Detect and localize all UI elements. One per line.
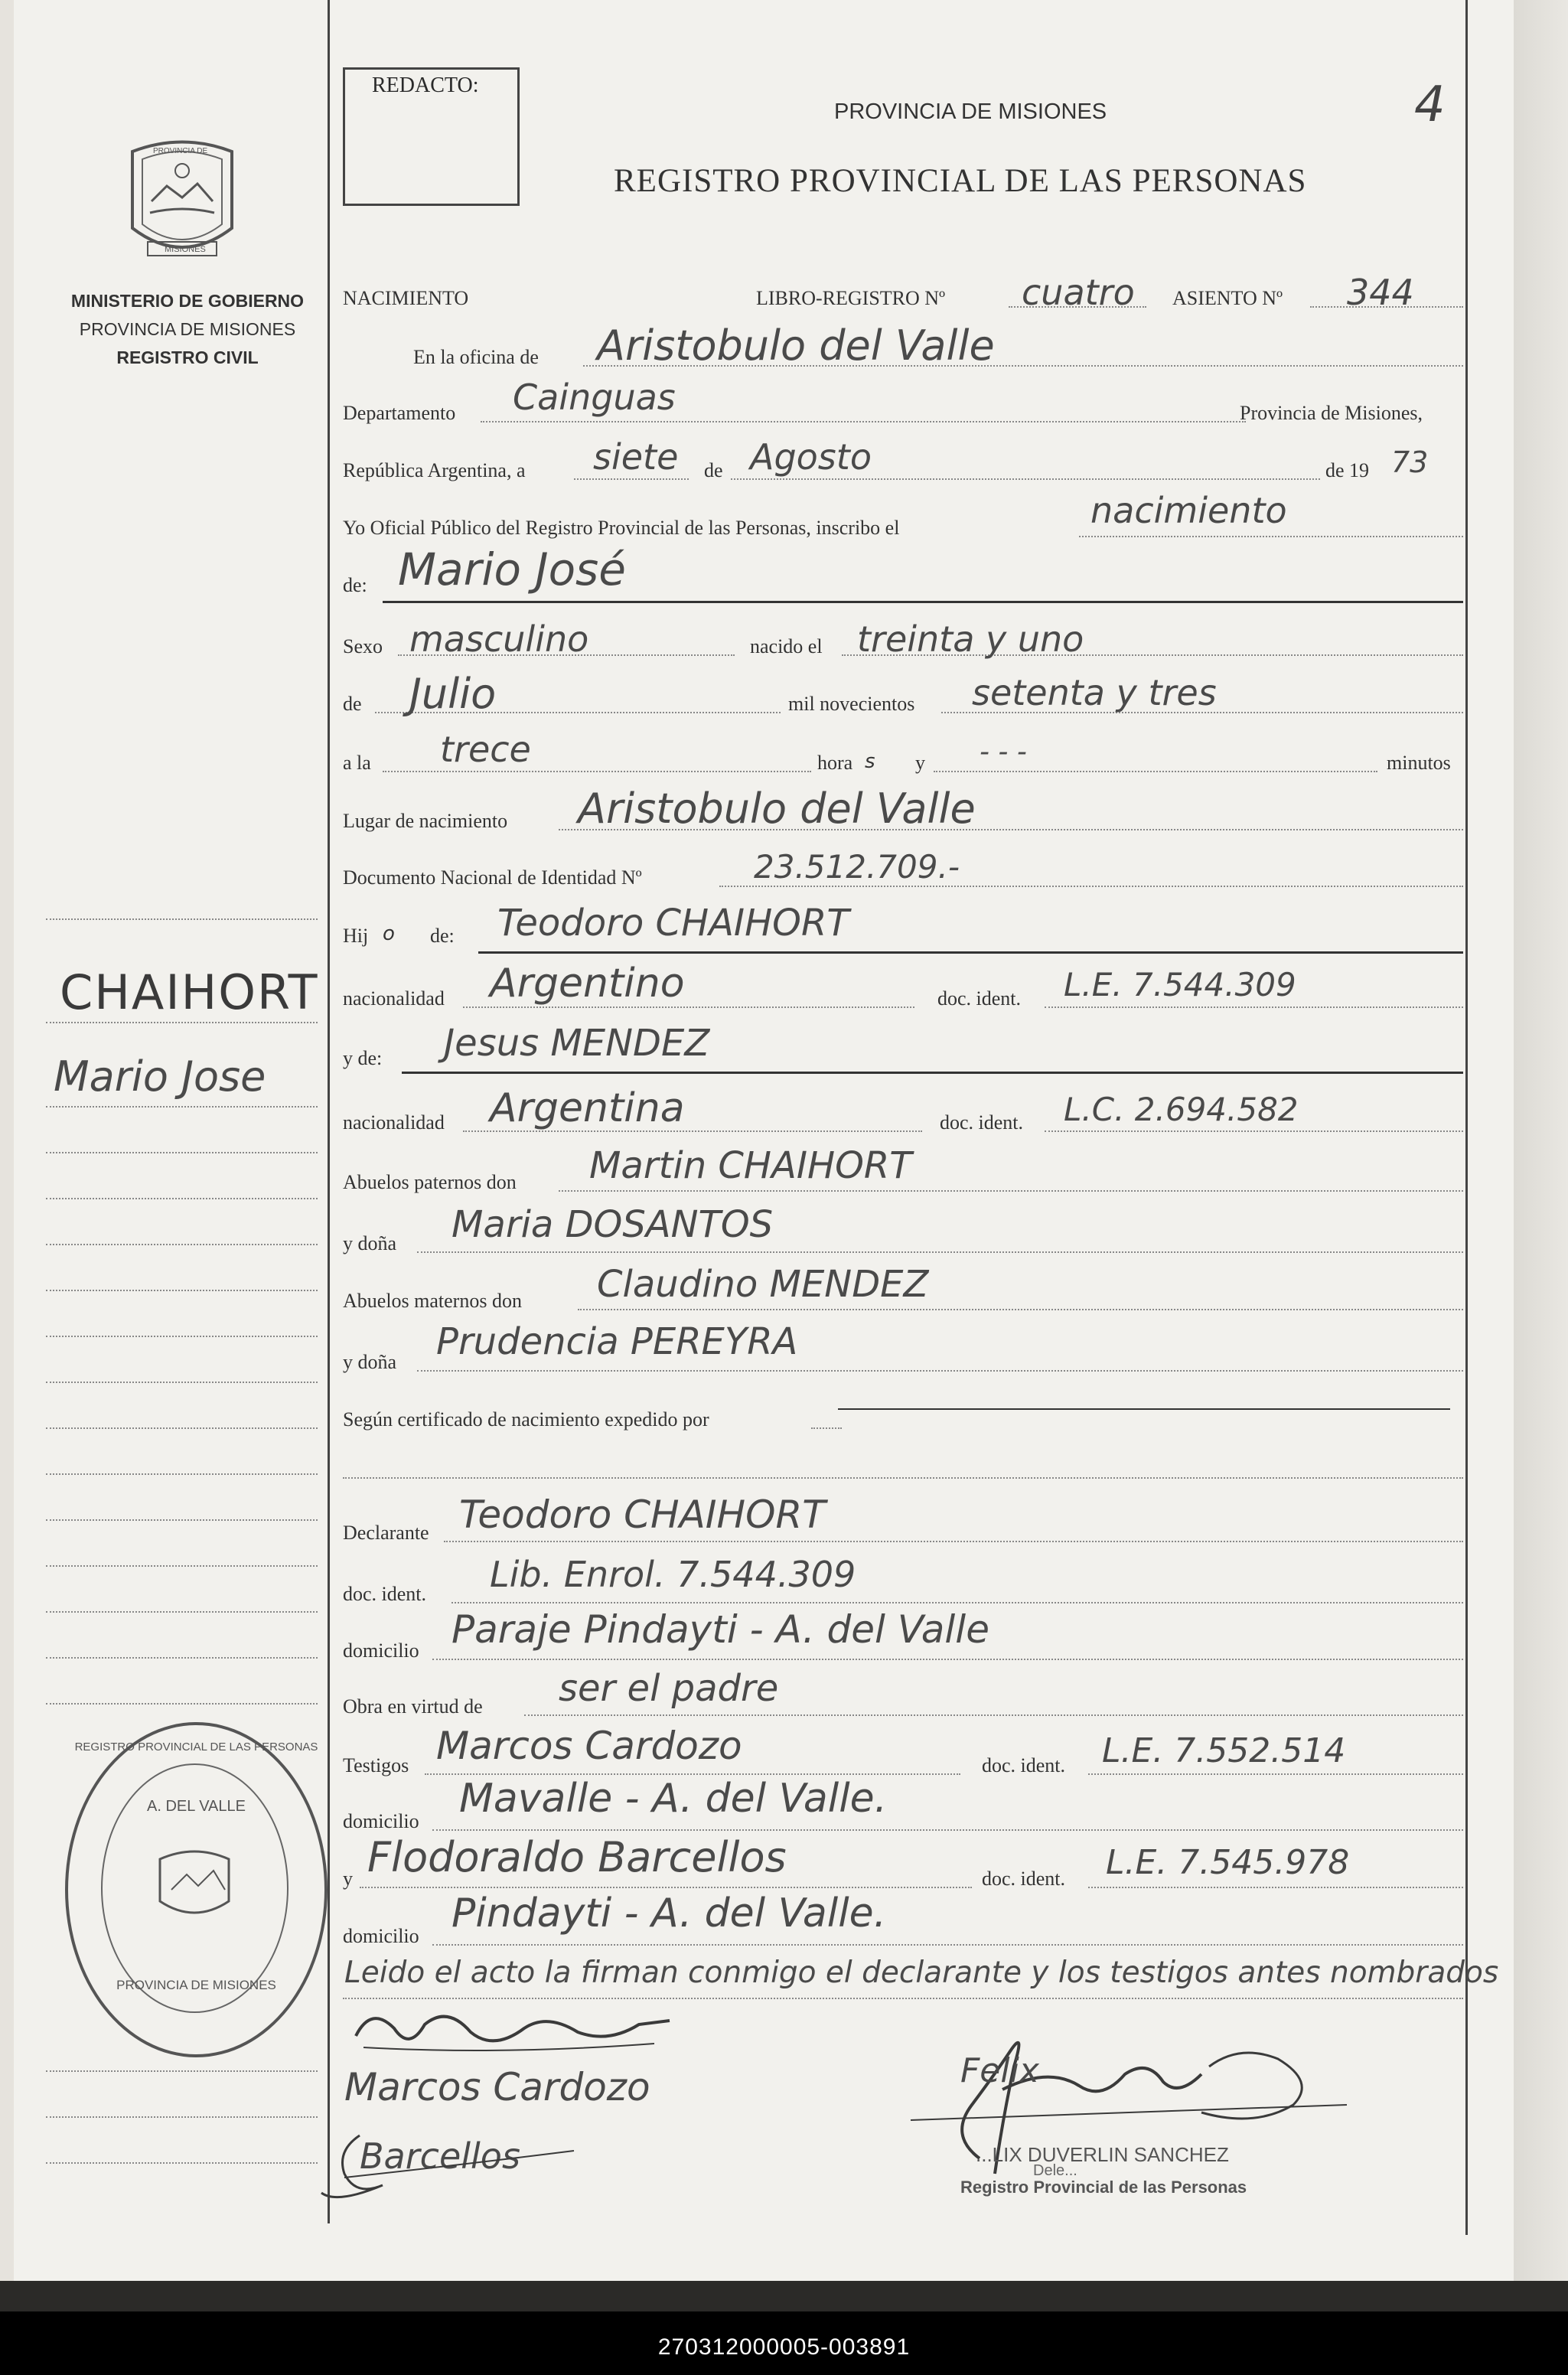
declarante-line [444, 1541, 1463, 1542]
sexo-value: masculino [409, 618, 589, 660]
margin-line [46, 1427, 318, 1429]
testigo2-value: Flodoraldo Barcellos [367, 1833, 787, 1881]
testigo1-value: Marcos Cardozo [436, 1724, 742, 1768]
seal-outer-text: REGISTRO PROVINCIAL DE LAS PERSONAS [74, 1740, 318, 1754]
ministry-heading [46, 287, 329, 372]
testigo2-doc-label: doc. ident. [982, 1868, 1066, 1890]
testigo1-signature: Marcos Cardozo [344, 2065, 650, 2109]
mother-doc-line [1045, 1130, 1463, 1132]
abuela-materna-value: Prudencia PEREYRA [436, 1320, 798, 1363]
official-signature-text: Felix [960, 2051, 1039, 2090]
libro-value: cuatro [1022, 272, 1135, 313]
margin-line [46, 1152, 318, 1153]
registrant-name: Mario José [398, 543, 626, 595]
asiento-value: 344 [1347, 272, 1414, 313]
margin-line [46, 1244, 318, 1245]
libro-label: LIBRO-REGISTRO Nº [756, 287, 946, 309]
ministry-line3: REGISTRO CIVIL [116, 347, 259, 367]
testigo1-doc-label: doc. ident. [982, 1754, 1066, 1776]
scan-bottom-edge [0, 2281, 1568, 2311]
abuelo-materno-value: Claudino MENDEZ [597, 1263, 929, 1306]
day-line [574, 478, 689, 480]
year-value: 73 [1391, 445, 1429, 479]
province-heading: PROVINCIA DE MISIONES [834, 100, 1107, 124]
stamp-line2: Dele... [1033, 2162, 1077, 2179]
margin-line [46, 1565, 318, 1567]
margin-line [46, 2070, 318, 2072]
hijo-label: Hij [343, 925, 369, 947]
mother-doc-value: L.C. 2.694.582 [1064, 1091, 1299, 1128]
ministry-line2: PROVINCIA DE MISIONES [79, 319, 296, 339]
margin-line [46, 1382, 318, 1383]
y-de-label: y de: [343, 1047, 383, 1069]
margin-line [46, 1022, 318, 1023]
mil-label: mil novecientos [788, 693, 915, 715]
father-doc-value: L.E. 7.544.309 [1064, 966, 1296, 1003]
abuelo-paterno-value: Martin CHAIHORT [589, 1144, 912, 1187]
abuelos-paternos-label: Abuelos paternos don [343, 1171, 517, 1193]
obra-label: Obra en virtud de [343, 1695, 483, 1718]
declarante-doc-value: Lib. Enrol. 7.544.309 [490, 1554, 856, 1595]
testigo2-doc-value: L.E. 7.545.978 [1106, 1843, 1350, 1882]
testigo2-y-label: y [343, 1868, 353, 1890]
a-la-label: a la [343, 752, 371, 774]
registry-seal [65, 1722, 328, 2057]
page-edge [1514, 0, 1568, 2281]
declarante-signature [348, 1998, 685, 2067]
minutos-line [934, 771, 1377, 772]
dni-value: 23.512.709.- [754, 848, 960, 886]
father-value: Teodoro CHAIHORT [497, 902, 849, 944]
name-underline [383, 601, 1463, 603]
margin-line [46, 2162, 318, 2164]
oficina-label: En la oficina de [413, 346, 539, 368]
testigo1-dom-value: Mavalle - A. del Valle. [459, 1776, 888, 1822]
declarante-dom-label: domicilio [343, 1639, 419, 1662]
testigos-label: Testigos [343, 1754, 409, 1776]
abuelo-paterno-line [559, 1190, 1463, 1192]
margin-line [46, 1703, 318, 1705]
lugar-label: Lugar de nacimiento [343, 810, 508, 832]
closing-statement: Leido el acto la firman conmigo el declarante y los testigos antes nombrados [344, 1956, 1499, 1990]
nacido-label: nacido el [750, 635, 823, 657]
page-number: 4 [1414, 77, 1446, 133]
month-line [731, 478, 1320, 480]
margin-line [46, 1106, 318, 1108]
departamento-line [481, 421, 1246, 422]
provincia-misiones-label: Provincia de Misiones, [1240, 402, 1423, 424]
hora-value: trece [440, 729, 531, 770]
testigo1-doc-line [1088, 1773, 1463, 1775]
margin-given-names: Mario Jose [54, 1052, 266, 1101]
acto-line [1079, 536, 1463, 537]
abuela-paterna-label: y doña [343, 1232, 397, 1254]
abuela-materna-line [417, 1370, 1463, 1372]
de-colon-label: de: [343, 574, 367, 596]
dni-line [719, 886, 1463, 887]
oficina-value: Aristobulo del Valle [597, 321, 995, 370]
sexo-label: Sexo [343, 635, 383, 657]
certificado-line [811, 1427, 842, 1429]
mother-doc-label: doc. ident. [940, 1111, 1024, 1134]
lugar-value: Aristobulo del Valle [578, 785, 976, 833]
nacimiento-label: NACIMIENTO [343, 287, 469, 309]
declarante-label: Declarante [343, 1522, 429, 1544]
seal-inner-text: A. DEL VALLE [147, 1798, 246, 1815]
month-value: Agosto [750, 436, 872, 478]
hijo-suffix: o [383, 922, 395, 945]
testigo2-line [360, 1887, 972, 1888]
margin-line [46, 1198, 318, 1199]
stamp-official-name: ...LIX DUVERLIN SANCHEZ [976, 2143, 1229, 2166]
testigo2-dom-label: domicilio [343, 1925, 419, 1947]
testigo1-dom-line [432, 1829, 1463, 1831]
declarante-dom-line [432, 1659, 1463, 1660]
margin-line [46, 1611, 318, 1613]
testigo2-signature: Barcellos [360, 2135, 520, 2177]
stamp-registry: Registro Provincial de las Personas [960, 2178, 1247, 2197]
horas-label: hora [817, 752, 853, 774]
republica-label: República Argentina, a [343, 459, 526, 481]
right-border-line [1465, 0, 1468, 2235]
testigo1-dom-label: domicilio [343, 1810, 419, 1832]
crest-top-text: PROVINCIA DE [153, 147, 208, 155]
margin-line [46, 1336, 318, 1337]
minutos-value: - - - [980, 736, 1027, 768]
birth-year-value: setenta y tres [972, 672, 1217, 713]
father-doc-line [1045, 1006, 1463, 1008]
margin-line [46, 1657, 318, 1659]
departamento-label: Departamento [343, 402, 456, 424]
declarante-dom-value: Paraje Pindayti - A. del Valle [451, 1607, 989, 1652]
redacto-label: REDACTO: [372, 73, 479, 97]
abuelos-maternos-label: Abuelos maternos don [343, 1290, 522, 1312]
obra-line [524, 1714, 1463, 1716]
margin-line [46, 1290, 318, 1291]
departamento-value: Cainguas [513, 377, 676, 418]
declarante-doc-label: doc. ident. [343, 1583, 427, 1605]
ministry-line1: MINISTERIO DE GOBIERNO [70, 291, 305, 311]
redacto-box [343, 67, 520, 206]
testigo1-doc-value: L.E. 7.552.514 [1102, 1731, 1346, 1770]
de-label: de [704, 459, 723, 481]
testigo2-dom-value: Pindayti - A. del Valle. [451, 1891, 887, 1936]
abuela-materna-label: y doña [343, 1351, 397, 1373]
abuela-paterna-line [417, 1251, 1463, 1253]
testigo2-doc-line [1088, 1887, 1463, 1888]
hijo-de-label: de: [430, 925, 455, 947]
dni-label: Documento Nacional de Identidad Nº [343, 866, 642, 889]
minutos-label: minutos [1387, 752, 1451, 774]
hora-line [383, 771, 811, 772]
abuela-paterna-value: Maria DOSANTOS [451, 1203, 774, 1246]
certificado-strike [838, 1408, 1450, 1410]
certificado-line-2 [343, 1477, 1463, 1479]
testigo2-dom-line [432, 1944, 1463, 1946]
acto-value: nacimiento [1090, 490, 1287, 531]
official-signature [880, 2021, 1354, 2197]
declarante-value: Teodoro CHAIHORT [459, 1493, 826, 1537]
father-nacionalidad-label: nacionalidad [343, 987, 445, 1010]
margin-line [46, 1473, 318, 1475]
margin-surname: CHAIHORT [60, 964, 319, 1020]
y-label: y [915, 752, 925, 774]
asiento-label: ASIENTO Nº [1172, 287, 1283, 309]
father-nat-value: Argentino [490, 961, 685, 1006]
declarante-doc-line [451, 1602, 1463, 1603]
birth-month-value: Julio [409, 670, 497, 718]
file-id-label: 270312000005-003891 [657, 2334, 911, 2360]
mother-value: Jesus MENDEZ [444, 1022, 710, 1065]
certificado-label: Según certificado de nacimiento expedido por [343, 1408, 709, 1431]
obra-value: ser el padre [559, 1667, 779, 1710]
registry-title: REGISTRO PROVINCIAL DE LAS PERSONAS [614, 163, 1307, 199]
margin-line [46, 2116, 318, 2118]
horas-suffix: s [865, 750, 875, 773]
margin-line [46, 918, 318, 920]
father-underline [478, 951, 1463, 954]
crest-bottom-text: MISIONES [165, 245, 206, 254]
seal-lower-text: PROVINCIA DE MISIONES [116, 1978, 276, 1992]
margin-line [46, 1519, 318, 1521]
mother-nacionalidad-label: nacionalidad [343, 1111, 445, 1134]
mother-nat-value: Argentina [490, 1085, 685, 1131]
testigo1-line [425, 1773, 960, 1775]
de-month-label: de [343, 693, 362, 715]
testigo2-signature-flourish [314, 2120, 589, 2212]
year-prefix-label: de 19 [1325, 459, 1370, 481]
abuelo-materno-line [578, 1309, 1463, 1310]
father-nat-line [463, 1006, 914, 1008]
father-doc-label: doc. ident. [937, 987, 1022, 1010]
nacido-value: treinta y uno [857, 618, 1084, 660]
day-value: siete [593, 436, 679, 478]
oficial-text: Yo Oficial Público del Registro Provincial de las Personas, inscribo el [343, 517, 900, 539]
seal-crest-icon [152, 1848, 236, 1924]
mother-underline [402, 1072, 1463, 1074]
